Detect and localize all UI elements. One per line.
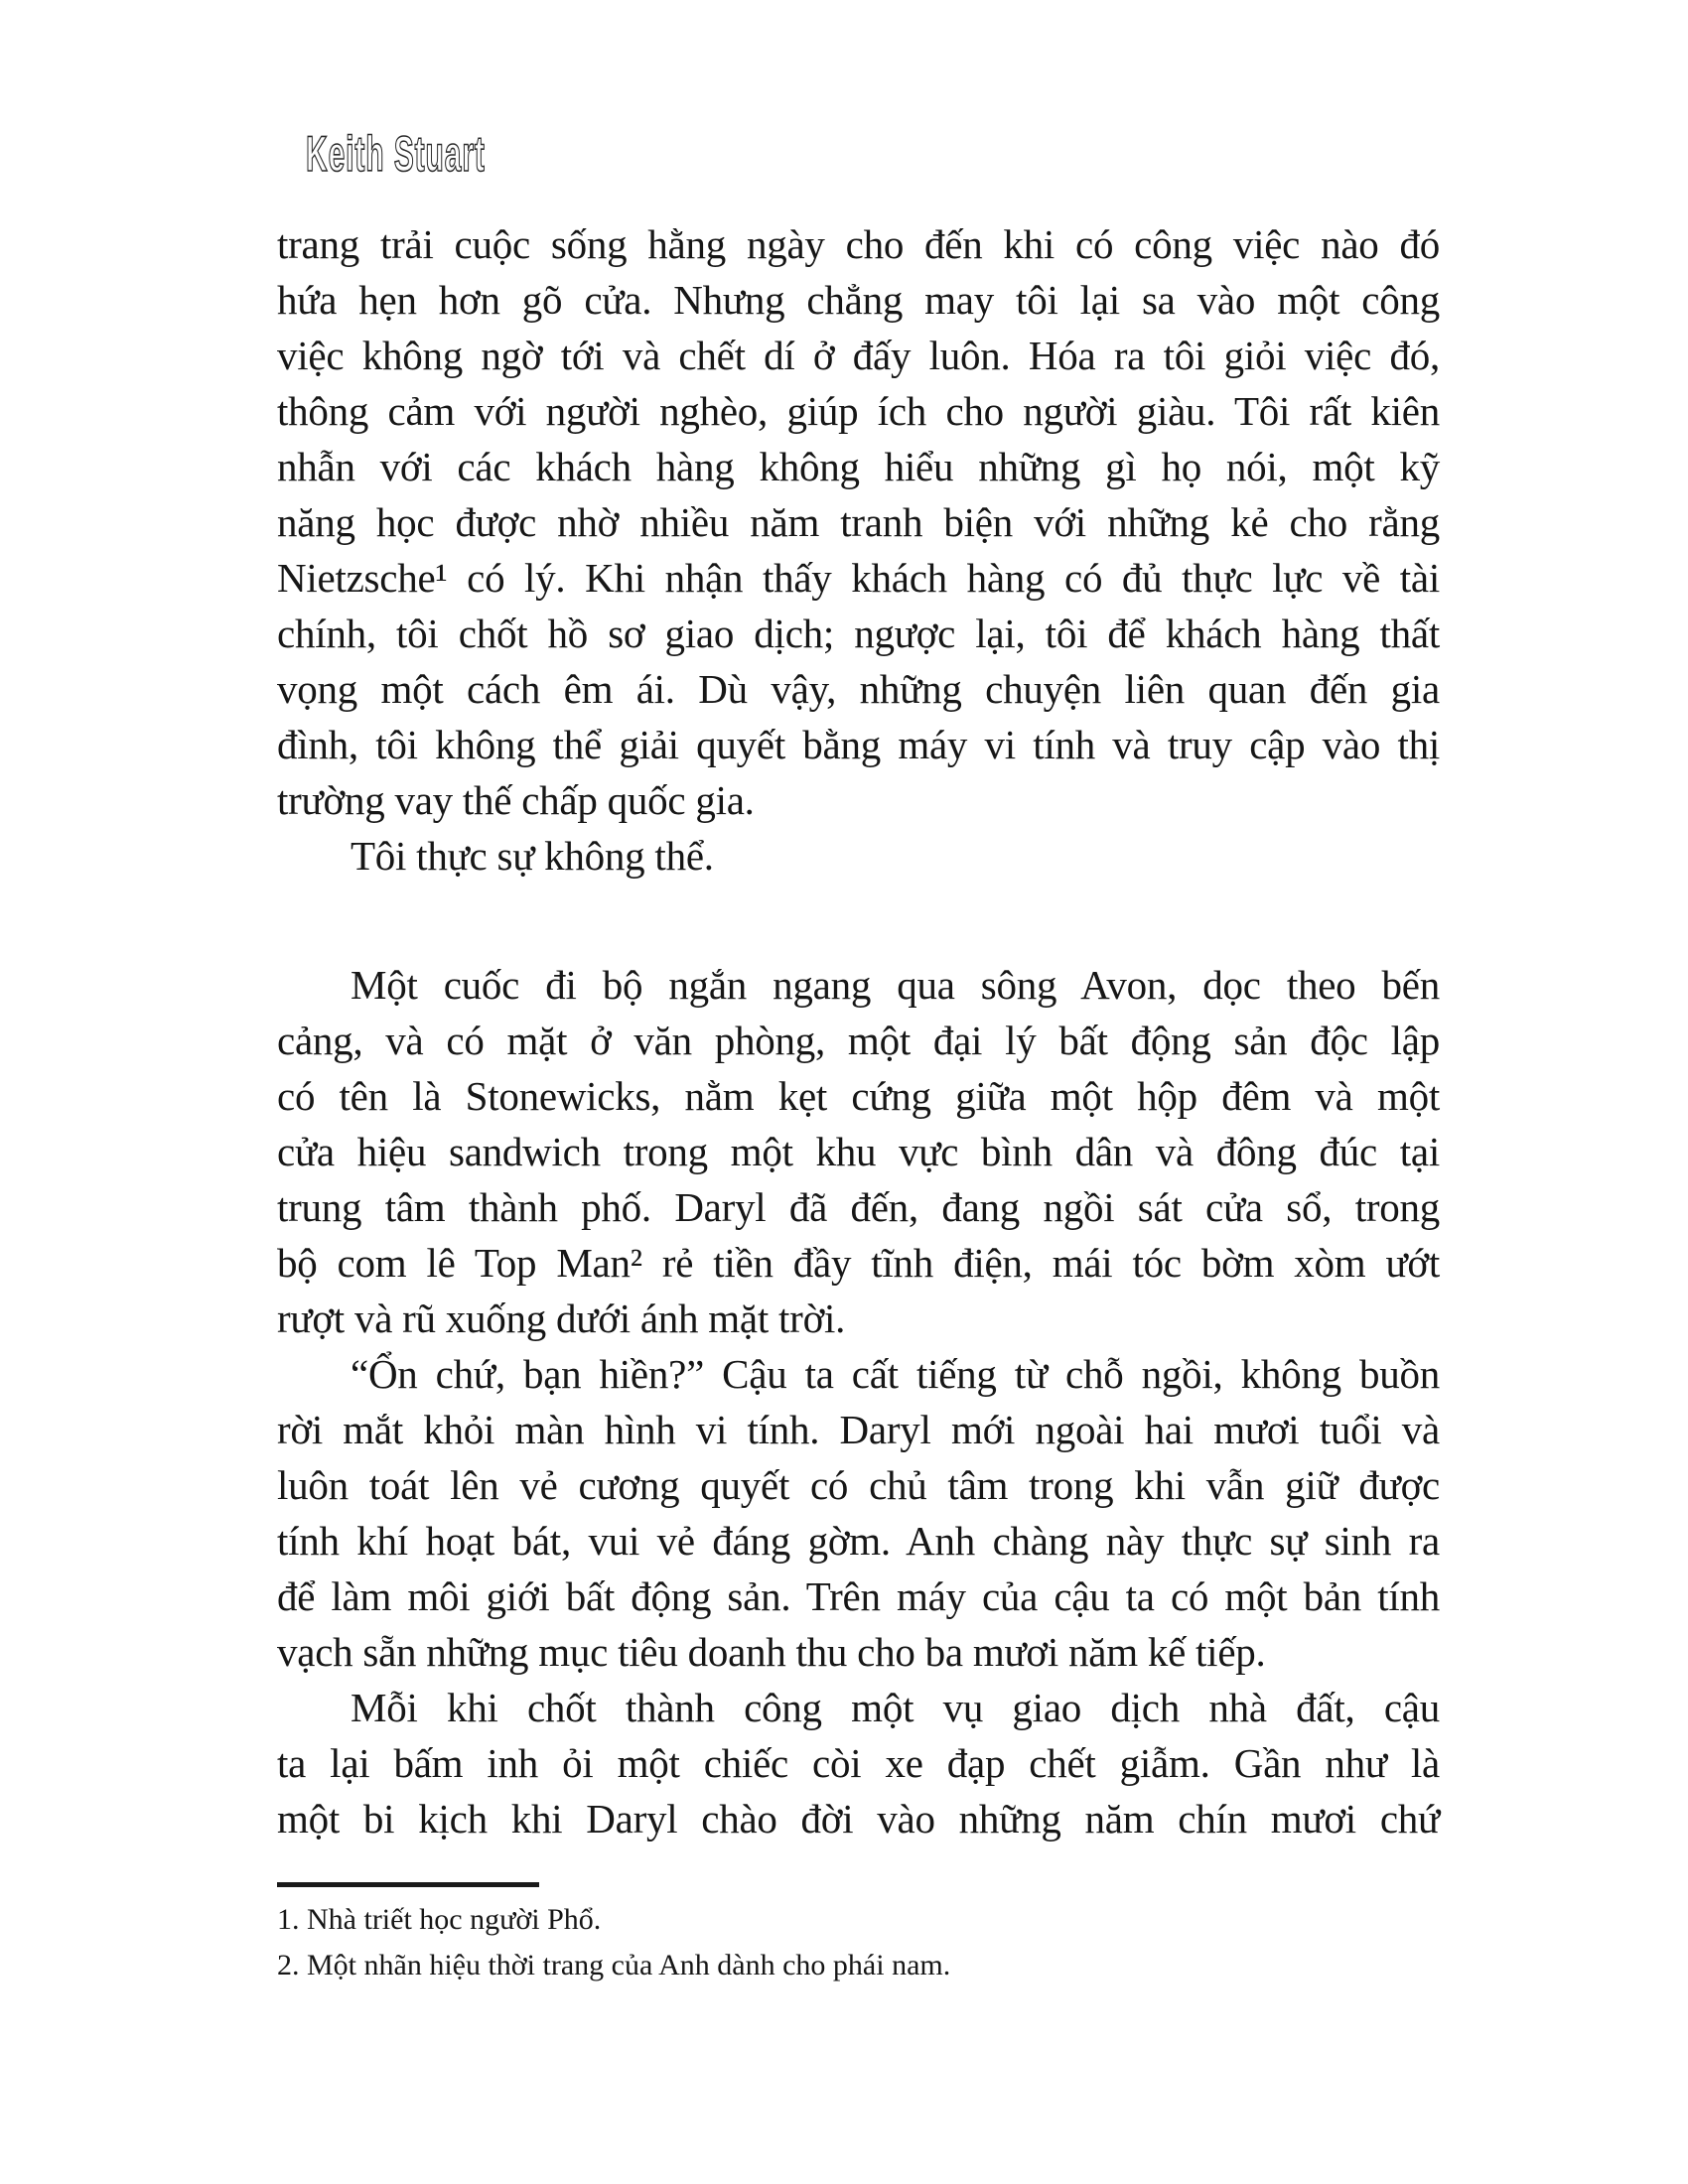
paragraph-3 bbox=[277, 957, 1440, 1346]
text-line: thông cảm với người nghèo, giúp ích cho người giàu. Tôi rất kiên bbox=[277, 388, 1440, 434]
page-body-text bbox=[277, 216, 1440, 1846]
text-line: cửa hiệu sandwich trong một khu vực bình dân và đông đúc tại bbox=[277, 1129, 1440, 1174]
text-line: việc không ngờ tới và chết dí ở đấy luôn. Hóa ra tôi giỏi việc đó, bbox=[277, 333, 1440, 378]
author-header: Keith Stuart bbox=[306, 126, 486, 182]
text-line: tính khí hoạt bát, vui vẻ đáng gờm. Anh chàng này thực sự sinh ra bbox=[277, 1518, 1440, 1564]
text-line: một bi kịch khi Daryl chào đời vào những năm chín mươi chứ bbox=[277, 1796, 1440, 1842]
text-line: rượt và rũ xuống dưới ánh mặt trời. bbox=[277, 1296, 846, 1341]
text-line: ta lại bấm inh ỏi một chiếc còi xe đạp chết giẫm. Gần như là bbox=[277, 1740, 1440, 1786]
footnote-list bbox=[277, 1897, 1440, 1988]
text-line: luôn toát lên vẻ cương quyết có chủ tâm trong khi vẫn giữ được bbox=[277, 1462, 1440, 1508]
text-line: hứa hẹn hơn gõ cửa. Nhưng chẳng may tôi lại sa vào một công bbox=[277, 277, 1440, 323]
text-line: rời mắt khỏi màn hình vi tính. Daryl mới ngoài hai mươi tuổi và bbox=[277, 1407, 1440, 1452]
text-line: cảng, và có mặt ở văn phòng, một đại lý bất động sản độc lập bbox=[277, 1018, 1440, 1063]
footnote-1: 1. Nhà triết học người Phổ. bbox=[277, 1903, 602, 1936]
text-line: “Ổn chứ, bạn hiền?” Cậu ta cất tiếng từ chỗ ngồi, không buồn bbox=[351, 1351, 1440, 1397]
footnote-section bbox=[277, 1882, 1440, 1988]
paragraph-2 bbox=[277, 828, 1440, 884]
text-line: Một cuốc đi bộ ngắn ngang qua sông Avon, dọc theo bến bbox=[351, 962, 1440, 1008]
text-line: vạch sẵn những mục tiêu doanh thu cho ba mươi năm kế tiếp. bbox=[277, 1629, 1266, 1675]
text-line: trường vay thế chấp quốc gia. bbox=[277, 777, 755, 823]
text-line: vọng một cách êm ái. Dù vậy, những chuyện liên quan đến gia bbox=[277, 666, 1440, 712]
paragraph-4 bbox=[277, 1346, 1440, 1680]
text-line: đình, tôi không thể giải quyết bằng máy vi tính và truy cập vào thị bbox=[277, 722, 1440, 767]
text-line: nhẫn với các khách hàng không hiểu những gì họ nói, một kỹ bbox=[277, 444, 1440, 489]
paragraph-1 bbox=[277, 216, 1440, 828]
paragraph-5 bbox=[277, 1680, 1440, 1846]
text-line: trang trải cuộc sống hằng ngày cho đến khi có công việc nào đó bbox=[277, 221, 1440, 267]
text-line: để làm môi giới bất động sản. Trên máy của cậu ta có một bản tính bbox=[277, 1573, 1440, 1619]
text-line: Nietzsche¹ có lý. Khi nhận thấy khách hàng có đủ thực lực về tài bbox=[277, 555, 1440, 601]
text-line: trung tâm thành phố. Daryl đã đến, đang ngồi sát cửa sổ, trong bbox=[277, 1184, 1440, 1230]
text-line: bộ com lê Top Man² rẻ tiền đầy tĩnh điện, mái tóc bờm xòm ướt bbox=[277, 1240, 1440, 1286]
footnote-separator bbox=[277, 1882, 539, 1887]
footnote-2: 2. Một nhãn hiệu thời trang của Anh dành cho phái nam. bbox=[277, 1949, 951, 1981]
text-line: chính, tôi chốt hồ sơ giao dịch; ngược lại, tôi để khách hàng thất bbox=[277, 611, 1440, 656]
text-line: Mỗi khi chốt thành công một vụ giao dịch nhà đất, cậu bbox=[351, 1685, 1440, 1730]
text-line: có tên là Stonewicks, nằm kẹt cứng giữa một hộp đêm và một bbox=[277, 1073, 1440, 1119]
text-line: năng học được nhờ nhiều năm tranh biện với những kẻ cho rằng bbox=[277, 499, 1440, 545]
text-line: Tôi thực sự không thể. bbox=[351, 833, 714, 879]
